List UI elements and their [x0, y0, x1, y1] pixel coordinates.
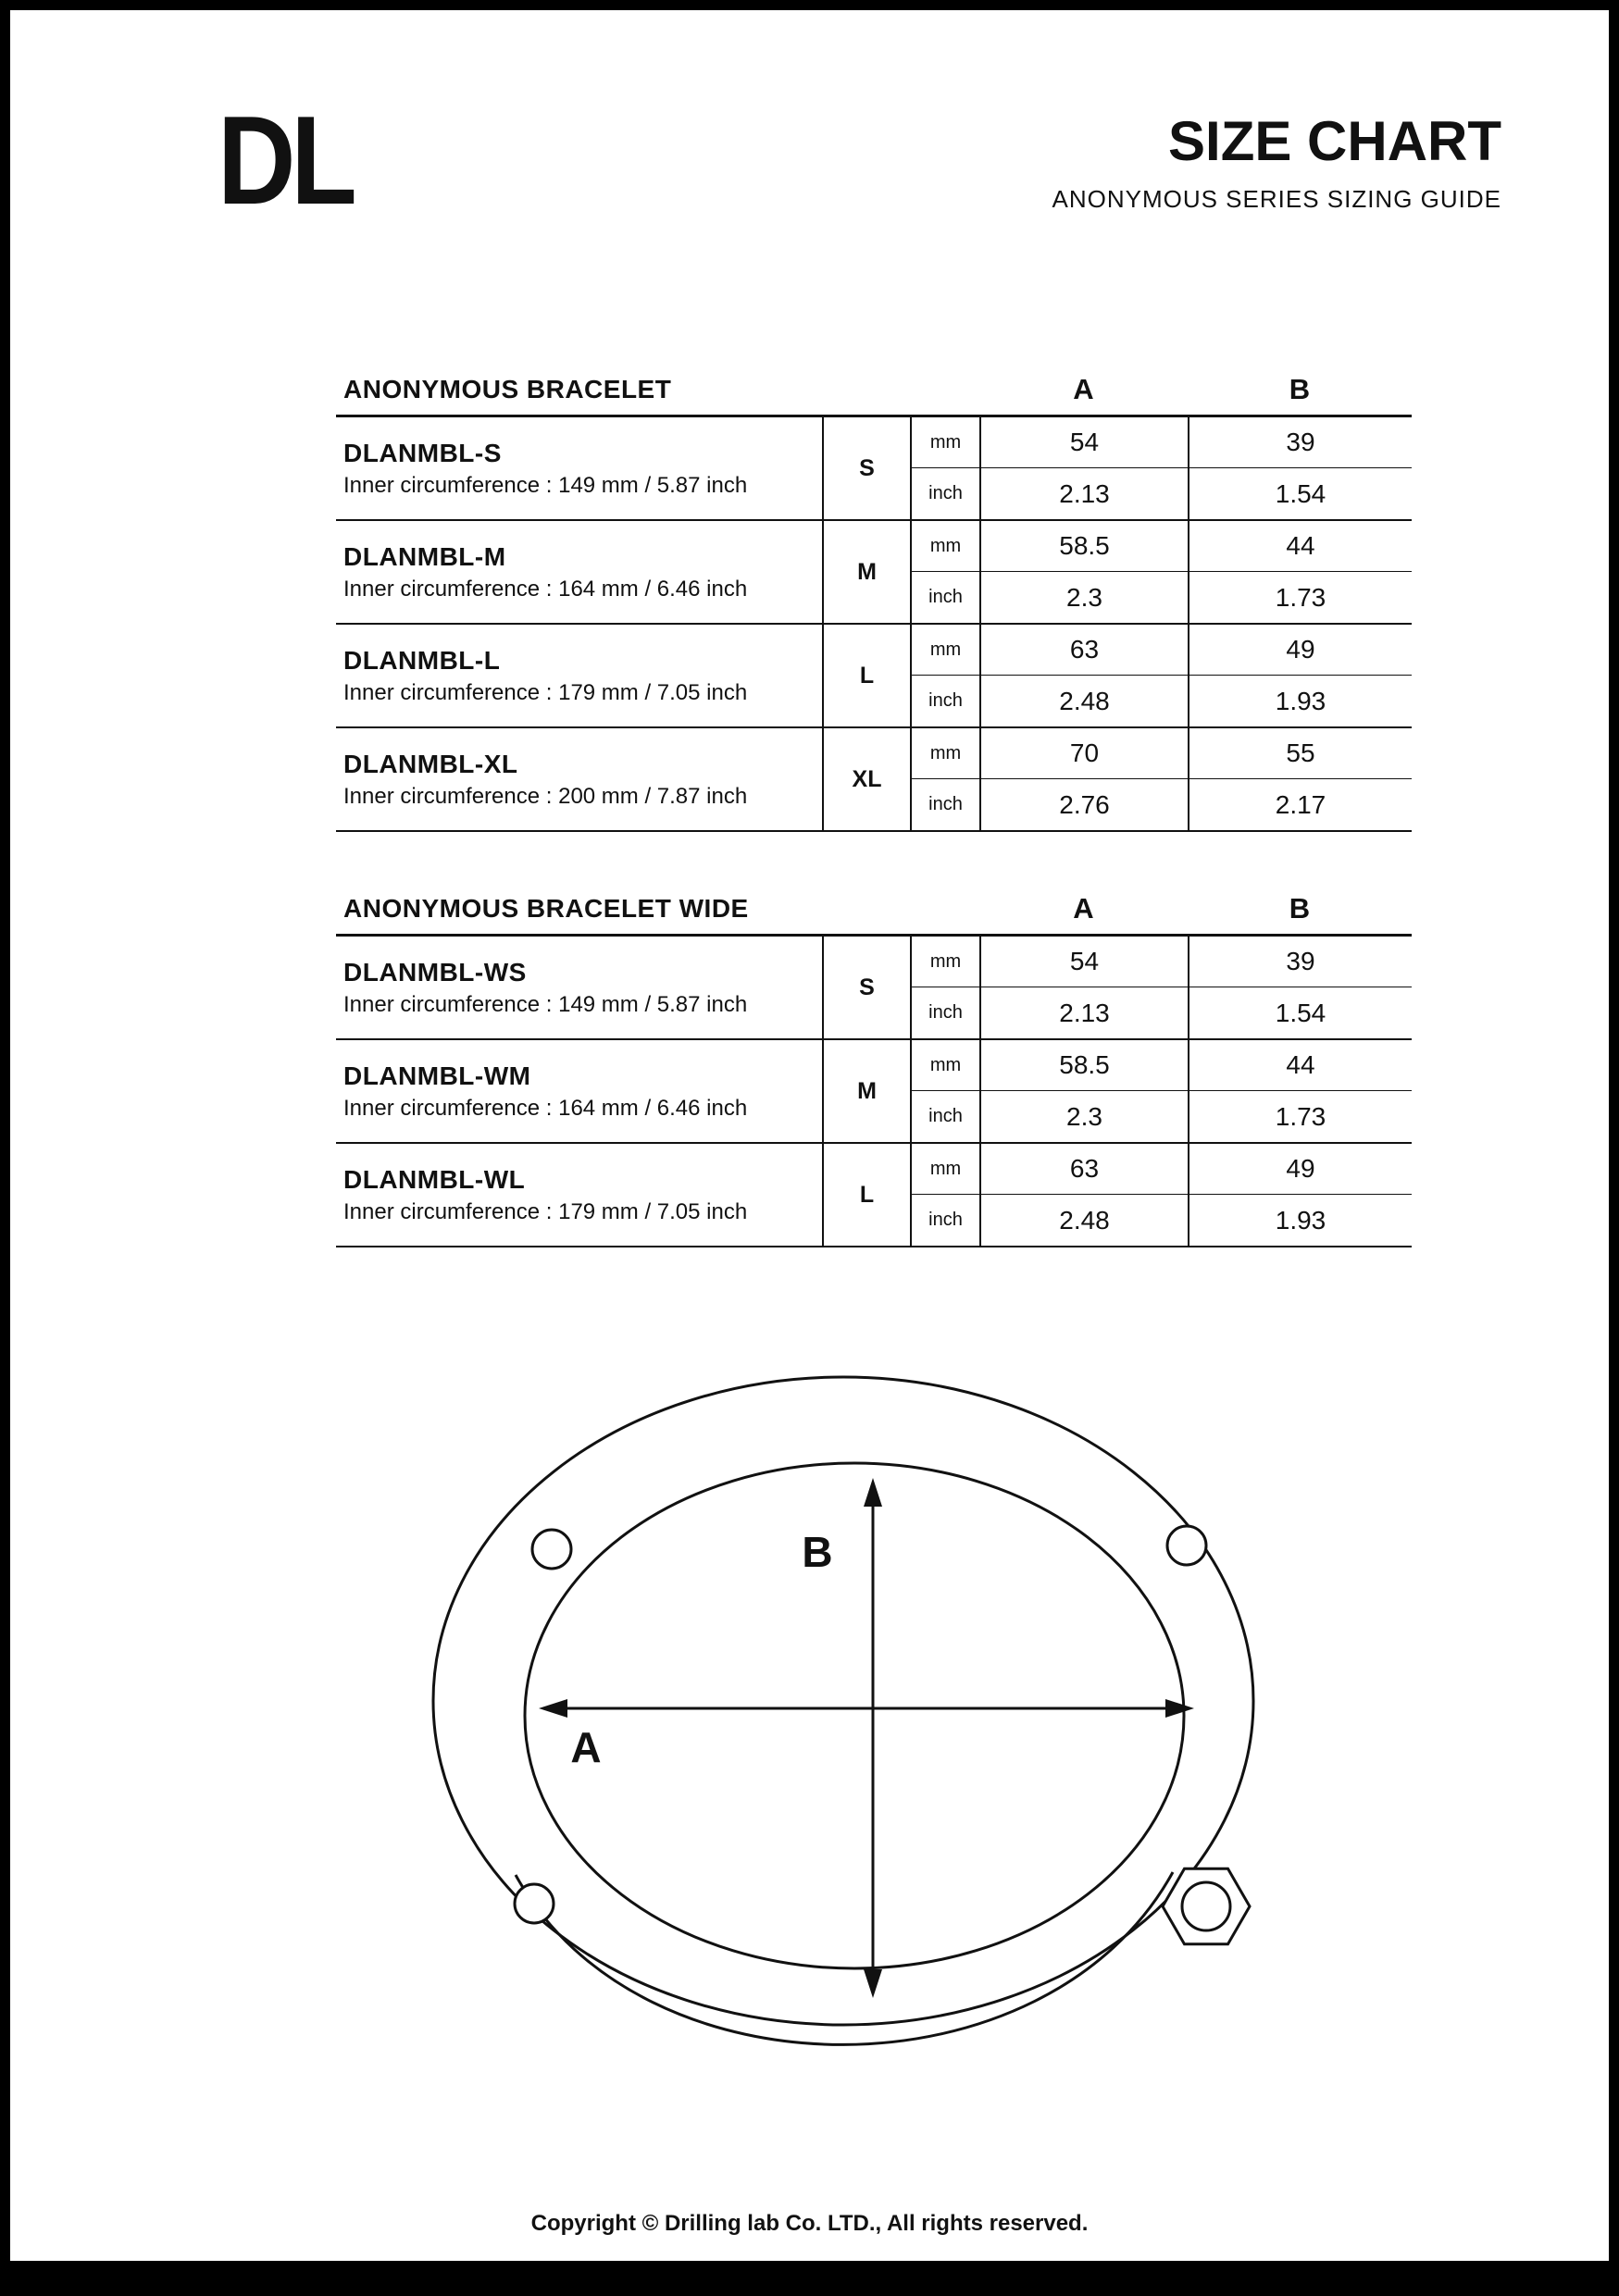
value-b-mm: 49 — [1188, 1144, 1412, 1195]
unit-label-inch: inch — [910, 1091, 979, 1142]
column-header-a: A — [1073, 373, 1094, 405]
copyright-notice: Copyright © Drilling lab Co. LTD., All rights reserved. — [530, 2211, 1089, 2236]
value-a-inch: 2.48 — [979, 1195, 1188, 1246]
bottom-frame-bar — [10, 2261, 1609, 2286]
value-b-inch: 1.73 — [1188, 1091, 1412, 1142]
rivet-hole-top-left — [532, 1530, 571, 1569]
value-b-inch: 1.93 — [1188, 1195, 1412, 1246]
size-cell: XL — [822, 728, 910, 830]
column-header-a: A — [1073, 892, 1094, 925]
unit-label-mm: mm — [910, 625, 979, 676]
model-name: DLANMBL-WS — [343, 957, 527, 987]
column-header-b: B — [1289, 892, 1311, 925]
arrowhead-a-left-icon — [539, 1699, 567, 1718]
model-name: DLANMBL-XL — [343, 749, 518, 778]
page-header — [1052, 112, 1501, 214]
rivet-hole-bottom-left — [515, 1884, 554, 1923]
table-row — [336, 417, 1412, 521]
model-description: Inner circumference : 179 mm / 7.05 inch — [343, 679, 748, 705]
value-b-inch: 1.54 — [1188, 468, 1412, 519]
unit-label-mm: mm — [910, 728, 979, 779]
value-b-mm: 44 — [1188, 1040, 1412, 1091]
bracelet-diagram — [427, 1352, 1260, 2055]
model-name: DLANMBL-WL — [343, 1164, 526, 1194]
table-row — [336, 728, 1412, 832]
model-description: Inner circumference : 164 mm / 6.46 inch — [343, 1095, 748, 1121]
table-row — [336, 521, 1412, 625]
unit-label-inch: inch — [910, 572, 979, 623]
table-title: ANONYMOUS BRACELET — [343, 375, 672, 403]
unit-label-mm: mm — [910, 937, 979, 987]
size-cell: M — [822, 521, 910, 623]
table-header-row — [336, 365, 1412, 417]
value-b-inch: 1.93 — [1188, 676, 1412, 726]
table-header-row — [336, 884, 1412, 937]
value-a-inch: 2.3 — [979, 572, 1188, 623]
unit-label-mm: mm — [910, 417, 979, 468]
arrowhead-b-bottom-icon — [864, 1969, 882, 1998]
size-cell: S — [822, 937, 910, 1038]
value-a-mm: 54 — [979, 937, 1188, 987]
bracelet-outer-edge — [433, 1377, 1253, 2025]
model-name: DLANMBL-S — [343, 438, 502, 467]
table-row — [336, 625, 1412, 728]
bracelet-clasp-band — [516, 1872, 1173, 2044]
unit-label-mm: mm — [910, 1144, 979, 1195]
table-row — [336, 937, 1412, 1040]
value-a-inch: 2.3 — [979, 1091, 1188, 1142]
value-b-mm: 39 — [1188, 417, 1412, 468]
value-b-mm: 44 — [1188, 521, 1412, 572]
table-anonymous-bracelet — [336, 365, 1412, 832]
size-cell: L — [822, 1144, 910, 1246]
page-title: SIZE CHART — [1168, 110, 1501, 172]
value-b-inch: 1.73 — [1188, 572, 1412, 623]
table-row — [336, 1144, 1412, 1247]
value-b-inch: 2.17 — [1188, 779, 1412, 830]
model-cell — [336, 1144, 822, 1246]
model-cell — [336, 728, 822, 830]
model-cell — [336, 625, 822, 726]
model-cell — [336, 417, 822, 519]
value-a-inch: 2.13 — [979, 468, 1188, 519]
brand-logo: DL — [218, 90, 353, 230]
arrowhead-a-right-icon — [1165, 1699, 1194, 1718]
hex-bolt-center — [1182, 1882, 1230, 1930]
model-cell — [336, 1040, 822, 1142]
dimension-label-a: A — [570, 1723, 602, 1771]
arrowhead-b-top-icon — [864, 1478, 882, 1507]
table-title: ANONYMOUS BRACELET WIDE — [343, 894, 749, 923]
model-name: DLANMBL-WM — [343, 1061, 531, 1090]
model-description: Inner circumference : 164 mm / 6.46 inch — [343, 576, 748, 602]
unit-label-inch: inch — [910, 676, 979, 726]
model-cell — [336, 937, 822, 1038]
value-b-mm: 49 — [1188, 625, 1412, 676]
dimension-label-b: B — [802, 1528, 833, 1576]
unit-label-inch: inch — [910, 1195, 979, 1246]
table-row — [336, 1040, 1412, 1144]
size-cell: L — [822, 625, 910, 726]
unit-label-inch: inch — [910, 468, 979, 519]
model-cell — [336, 521, 822, 623]
value-b-inch: 1.54 — [1188, 987, 1412, 1038]
table-anonymous-bracelet-wide — [336, 884, 1412, 1247]
value-a-inch: 2.48 — [979, 676, 1188, 726]
value-a-mm: 58.5 — [979, 521, 1188, 572]
unit-label-inch: inch — [910, 779, 979, 830]
value-a-mm: 63 — [979, 625, 1188, 676]
value-a-mm: 58.5 — [979, 1040, 1188, 1091]
value-a-mm: 54 — [979, 417, 1188, 468]
unit-label-mm: mm — [910, 521, 979, 572]
column-header-b: B — [1289, 373, 1311, 405]
bracelet-inner-edge — [525, 1463, 1184, 1968]
unit-label-inch: inch — [910, 987, 979, 1038]
size-cell: S — [822, 417, 910, 519]
value-a-mm: 63 — [979, 1144, 1188, 1195]
size-cell: M — [822, 1040, 910, 1142]
value-a-inch: 2.13 — [979, 987, 1188, 1038]
model-name: DLANMBL-M — [343, 541, 506, 571]
model-description: Inner circumference : 179 mm / 7.05 inch — [343, 1198, 748, 1224]
model-description: Inner circumference : 149 mm / 5.87 inch — [343, 472, 748, 498]
model-name: DLANMBL-L — [343, 645, 501, 675]
value-b-mm: 39 — [1188, 937, 1412, 987]
unit-label-mm: mm — [910, 1040, 979, 1091]
value-a-mm: 70 — [979, 728, 1188, 779]
value-b-mm: 55 — [1188, 728, 1412, 779]
value-a-inch: 2.76 — [979, 779, 1188, 830]
model-description: Inner circumference : 149 mm / 5.87 inch — [343, 991, 748, 1017]
model-description: Inner circumference : 200 mm / 7.87 inch — [343, 783, 748, 809]
page-subtitle: ANONYMOUS SERIES SIZING GUIDE — [1052, 185, 1501, 213]
rivet-hole-top-right — [1167, 1526, 1206, 1565]
